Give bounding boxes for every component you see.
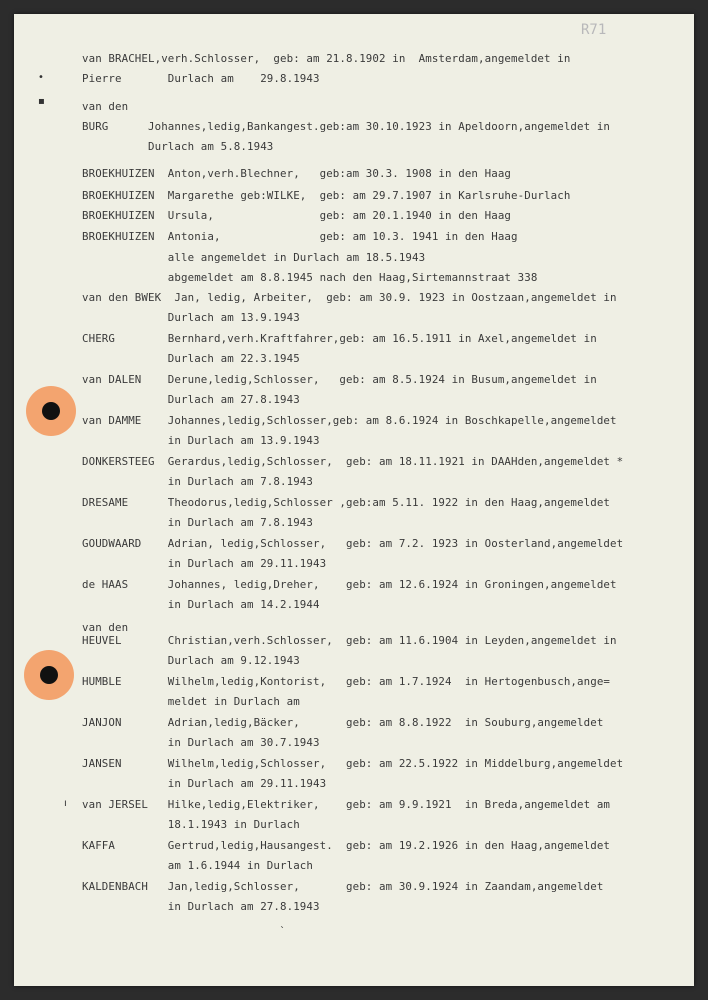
text-line: Durlach am 27.8.1943: [82, 393, 300, 406]
punch-hole: [26, 386, 76, 436]
text-line: meldet in Durlach am: [82, 695, 300, 708]
text-line: in Durlach am 13.9.1943: [82, 434, 320, 447]
text-line: JANJON Adrian,ledig,Bäcker, geb: am 8.8.1922 in Souburg,angemeldet: [82, 716, 604, 729]
text-line: Durlach am 9.12.1943: [82, 654, 300, 667]
margin-mark: ı: [64, 798, 67, 809]
text-line: in Durlach am 7.8.1943: [82, 516, 314, 529]
text-line: BROEKHUIZEN Margarethe geb:WILKE, geb: am 29.7.1907 in Karlsruhe-Durlach: [82, 189, 571, 202]
text-line: BROEKHUIZEN Ursula, geb: am 20.1.1940 in den Haag: [82, 209, 512, 222]
margin-mark: •: [38, 72, 44, 83]
text-line: in Durlach am 29.11.1943: [82, 557, 327, 570]
text-line: abgemeldet am 8.8.1945 nach den Haag,Sirtemannstraat 338: [82, 271, 538, 284]
text-line: KALDENBACH Jan,ledig,Schlosser, geb: am 30.9.1924 in Zaandam,angemeldet: [82, 880, 604, 893]
archive-note: R71: [581, 22, 607, 38]
text-line: BROEKHUIZEN Anton,verh.Blechner, geb:am 30.3. 1908 in den Haag: [82, 167, 512, 180]
margin-mark: ˋ: [280, 926, 285, 937]
text-line: Durlach am 13.9.1943: [82, 311, 300, 324]
text-line: am 1.6.1944 in Durlach: [82, 859, 314, 872]
text-line: DRESAME Theodorus,ledig,Schlosser ,geb:am 5.11. 1922 in den Haag,angemeldet: [82, 496, 611, 509]
text-line: van den: [82, 621, 129, 634]
text-line: van DAMME Johannes,ledig,Schlosser,geb: am 8.6.1924 in Boschkapelle,angemeldet: [82, 414, 617, 427]
text-line: Durlach am 22.3.1945: [82, 352, 300, 365]
text-line: DONKERSTEEG Gerardus,ledig,Schlosser, geb: am 18.11.1921 in DAAHden,angemeldet *: [82, 455, 624, 468]
text-line: in Durlach am 14.2.1944: [82, 598, 320, 611]
text-line: BURG Johannes,ledig,Bankangest.geb:am 30.10.1923 in Apeldoorn,angemeldet in: [82, 120, 611, 133]
text-line: de HAAS Johannes, ledig,Dreher, geb: am 12.6.1924 in Groningen,angemeldet: [82, 578, 617, 591]
text-line: alle angemeldet in Durlach am 18.5.1943: [82, 251, 426, 264]
text-line: JANSEN Wilhelm,ledig,Schlosser, geb: am 22.5.1922 in Middelburg,angemeldet: [82, 757, 624, 770]
text-line: BROEKHUIZEN Antonia, geb: am 10.3. 1941 in den Haag: [82, 230, 518, 243]
text-line: in Durlach am 29.11.1943: [82, 777, 327, 790]
text-line: HUMBLE Wilhelm,ledig,Kontorist, geb: am 1.7.1924 in Hertogenbusch,ange=: [82, 675, 611, 688]
text-line: in Durlach am 7.8.1943: [82, 475, 314, 488]
document-page: [14, 14, 694, 986]
margin-mark: ▪: [38, 96, 45, 107]
text-line: van den BWEK Jan, ledig, Arbeiter, geb: am 30.9. 1923 in Oostzaan,angemeldet in: [82, 291, 617, 304]
text-line: van BRACHEL,verh.Schlosser, geb: am 21.8.1902 in Amsterdam,angemeldet in: [82, 52, 571, 65]
text-line: in Durlach am 30.7.1943: [82, 736, 320, 749]
text-line: van den: [82, 100, 129, 113]
text-line: Pierre Durlach am 29.8.1943: [82, 72, 320, 85]
punch-hole: [24, 650, 74, 700]
text-line: KAFFA Gertrud,ledig,Hausangest. geb: am 19.2.1926 in den Haag,angemeldet: [82, 839, 611, 852]
text-line: 18.1.1943 in Durlach: [82, 818, 300, 831]
text-line: HEUVEL Christian,verh.Schlosser, geb: am 11.6.1904 in Leyden,angemeldet in: [82, 634, 617, 647]
text-line: GOUDWAARD Adrian, ledig,Schlosser, geb: am 7.2. 1923 in Oosterland,angemeldet: [82, 537, 624, 550]
text-line: Durlach am 5.8.1943: [82, 140, 274, 153]
text-line: van DALEN Derune,ledig,Schlosser, geb: am 8.5.1924 in Busum,angemeldet in: [82, 373, 597, 386]
text-line: in Durlach am 27.8.1943: [82, 900, 320, 913]
text-line: CHERG Bernhard,verh.Kraftfahrer,geb: am 16.5.1911 in Axel,angemeldet in: [82, 332, 597, 345]
text-line: van JERSEL Hilke,ledig,Elektriker, geb: am 9.9.1921 in Breda,angemeldet am: [82, 798, 611, 811]
